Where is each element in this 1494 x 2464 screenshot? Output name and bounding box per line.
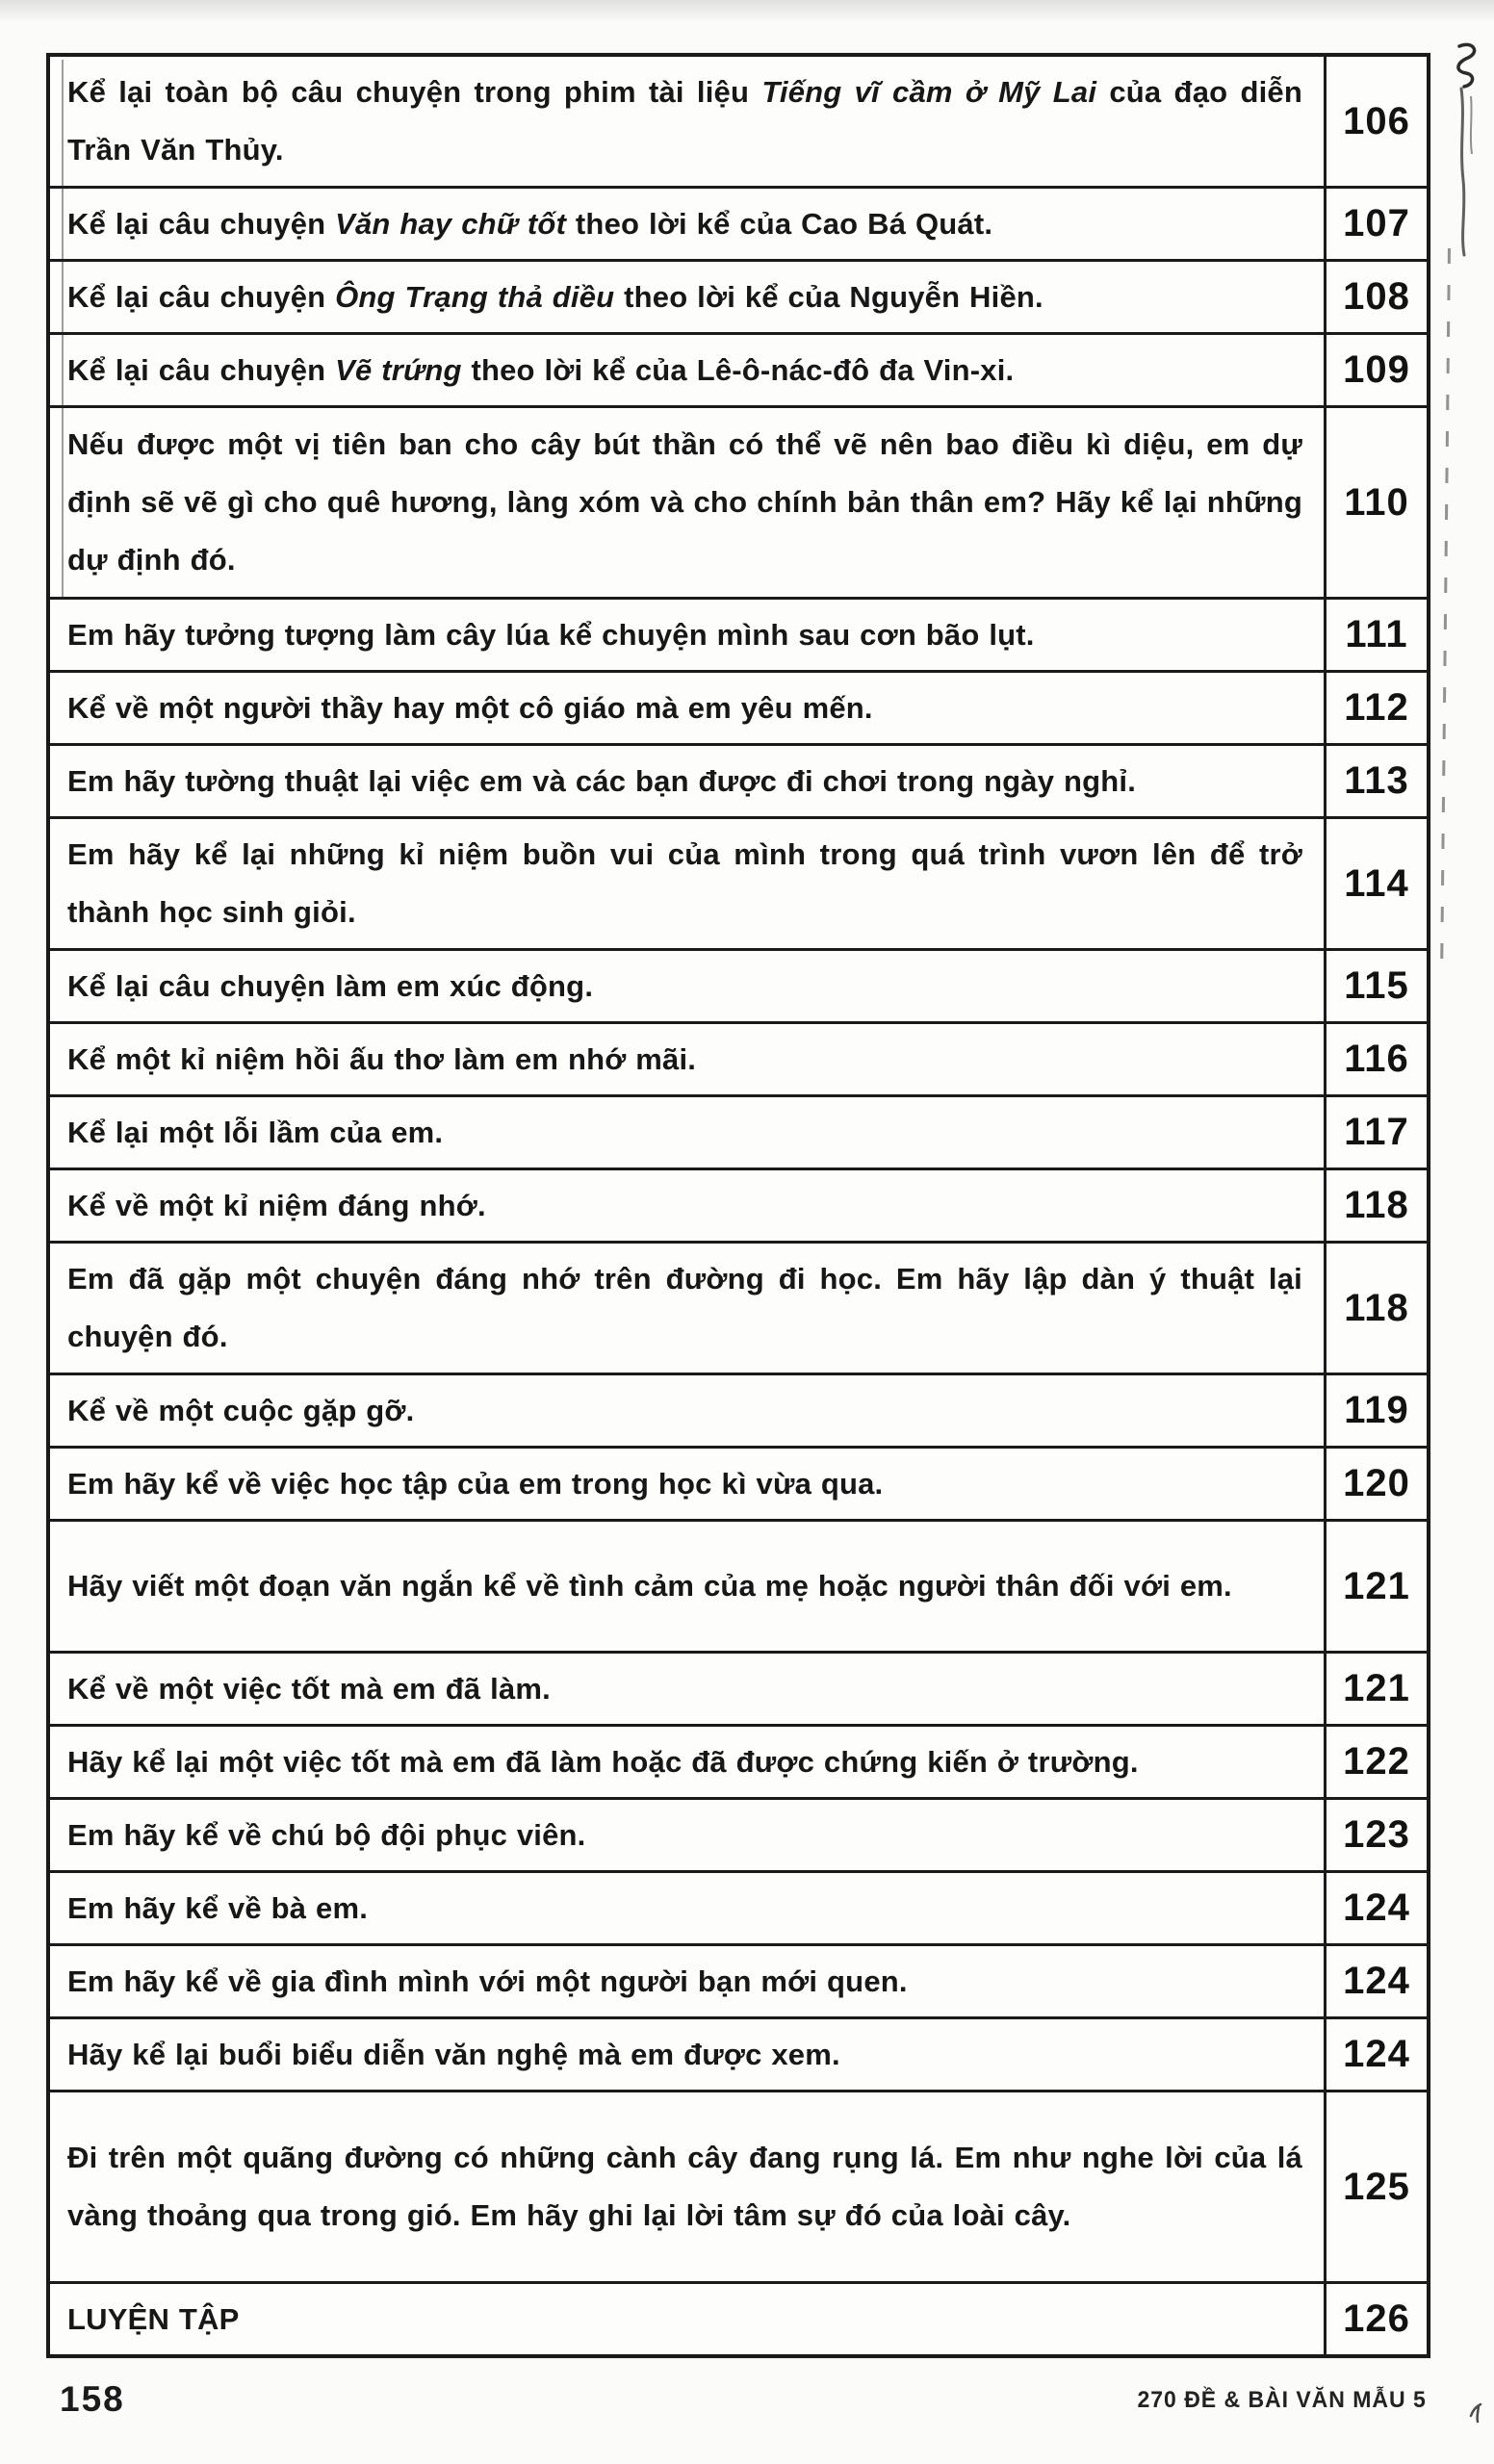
page-cell: 121	[1324, 1654, 1427, 1724]
contents-table	[46, 53, 1430, 2358]
table-row	[50, 1727, 1427, 1800]
page-cell: 126	[1324, 2284, 1427, 2354]
scan-artifact-squiggle	[1427, 38, 1488, 260]
table-row	[50, 1800, 1427, 1873]
page-cell: 115	[1324, 951, 1427, 1021]
page-cell: 120	[1324, 1449, 1427, 1519]
topic-cell: Hãy kể lại một việc tốt mà em đã làm hoặc đã được chứng kiến ở trường.	[67, 1744, 1139, 1779]
table-row	[50, 2092, 1427, 2284]
page-cell: 106	[1324, 57, 1427, 186]
page-cell: 118	[1324, 1170, 1427, 1241]
table-row	[50, 1375, 1427, 1449]
page-cell: 108	[1324, 262, 1427, 332]
table-row	[50, 746, 1427, 819]
topic-cell: Kể lại câu chuyện Ông Trạng thả diều theo lời kể của Nguyễn Hiền.	[67, 279, 1043, 314]
topic-cell: Kể lại câu chuyện làm em xúc động.	[67, 968, 594, 1003]
topic-cell: Em hãy kể lại những kỉ niệm buồn vui của mình trong quá trình vươn lên để trở thành học sinh giỏi.	[67, 837, 1302, 929]
topic-cell: Em hãy tường thuật lại việc em và các bạn được đi chơi trong ngày nghỉ.	[67, 763, 1137, 798]
topic-cell: Em hãy kể về gia đình mình với một người bạn mới quen.	[67, 1964, 908, 1998]
table-row	[50, 600, 1427, 673]
page-cell: 111	[1324, 600, 1427, 670]
table-row	[50, 1449, 1427, 1522]
table-row	[50, 951, 1427, 1024]
page-cell: 114	[1324, 819, 1427, 948]
table-row	[50, 408, 1427, 600]
table-row	[50, 1654, 1427, 1727]
page-cell: 113	[1324, 746, 1427, 816]
topic-cell: Kể về một kỉ niệm đáng nhớ.	[67, 1188, 486, 1222]
topic-cell: Kể về một người thầy hay một cô giáo mà em yêu mến.	[67, 690, 873, 725]
table-row	[50, 2019, 1427, 2092]
topic-cell: Kể lại toàn bộ câu chuyện trong phim tài liệu Tiếng vĩ cầm ở Mỹ Lai của đạo diễn Trần Văn Thủy.	[67, 75, 1302, 167]
topic-cell: Kể lại câu chuyện Văn hay chữ tốt theo lời kể của Cao Bá Quát.	[67, 206, 993, 241]
topic-cell: Kể lại câu chuyện Vẽ trứng theo lời kể của Lê-ô-nác-đô đa Vin-xi.	[67, 352, 1015, 387]
table-row	[50, 673, 1427, 746]
page-cell: 124	[1324, 1873, 1427, 1943]
page-cell: 109	[1324, 335, 1427, 405]
page-cell: 110	[1324, 408, 1427, 597]
topic-cell: Kể lại một lỗi lầm của em.	[67, 1115, 444, 1149]
page-cell: 122	[1324, 1727, 1427, 1797]
table-row	[50, 2284, 1427, 2354]
page-cell: 119	[1324, 1375, 1427, 1446]
topic-cell: Kể một kỉ niệm hồi ấu thơ làm em nhớ mãi.	[67, 1041, 697, 1076]
table-row	[50, 335, 1427, 408]
scan-artifact-left-line	[62, 60, 64, 599]
topic-cell: Hãy kể lại buổi biểu diễn văn nghệ mà em được xem.	[67, 2037, 840, 2071]
topic-cell: Nếu được một vị tiên ban cho cây bút thần có thể vẽ nên bao điều kì diệu, em dự định sẽ vẽ gì cho quê hương, làng xóm và cho chính bản thân em? Hãy kể lại những dự định đó.	[67, 427, 1302, 577]
table-row	[50, 1946, 1427, 2019]
page-cell: 116	[1324, 1024, 1427, 1094]
topic-cell: Em hãy tưởng tượng làm cây lúa kể chuyện mình sau cơn bão lụt.	[67, 617, 1035, 652]
table-row	[50, 1244, 1427, 1375]
table-row	[50, 1097, 1427, 1170]
scan-artifact-right-edge	[1440, 248, 1451, 980]
topic-cell: Em hãy kể về bà em.	[67, 1890, 369, 1925]
table-row	[50, 57, 1427, 189]
topic-cell: Em hãy kể về chú bộ đội phục viên.	[67, 1817, 586, 1852]
page-number: 158	[60, 2379, 125, 2419]
topic-cell: Kể về một việc tốt mà em đã làm.	[67, 1671, 551, 1706]
topic-cell: Em hãy kể về việc học tập của em trong học kì vừa qua.	[67, 1466, 884, 1501]
scan-smudge-top	[0, 0, 1494, 25]
page-cell: 112	[1324, 673, 1427, 743]
table-row	[50, 819, 1427, 951]
page-cell: 107	[1324, 189, 1427, 259]
table-row	[50, 189, 1427, 262]
page-cell: 117	[1324, 1097, 1427, 1168]
page-cell: 121	[1324, 1522, 1427, 1651]
scan-mark	[1463, 2395, 1488, 2424]
page-cell: 123	[1324, 1800, 1427, 1870]
book-title: 270 ĐỀ & BÀI VĂN MẪU 5	[1137, 2387, 1427, 2413]
table-row	[50, 1024, 1427, 1097]
topic-cell: LUYỆN TẬP	[67, 2301, 240, 2336]
page-cell: 124	[1324, 1946, 1427, 2016]
topic-cell: Kể về một cuộc gặp gỡ.	[67, 1393, 415, 1427]
topic-cell: Hãy viết một đoạn văn ngắn kể về tình cảm của mẹ hoặc người thân đối với em.	[67, 1569, 1232, 1603]
table-row	[50, 1873, 1427, 1946]
page-cell: 124	[1324, 2019, 1427, 2090]
topic-cell: Em đã gặp một chuyện đáng nhớ trên đường đi học. Em hãy lập dàn ý thuật lại chuyện đó.	[67, 1262, 1302, 1353]
topic-cell: Đi trên một quãng đường có những cành cây đang rụng lá. Em như nghe lời của lá vàng thoảng qua trong gió. Em hãy ghi lại lời tâm sự đó của loài cây.	[67, 2141, 1302, 2232]
page-cell: 125	[1324, 2092, 1427, 2281]
page-cell: 118	[1324, 1244, 1427, 1373]
table-row	[50, 1522, 1427, 1654]
table-row	[50, 262, 1427, 335]
table-row	[50, 1170, 1427, 1244]
